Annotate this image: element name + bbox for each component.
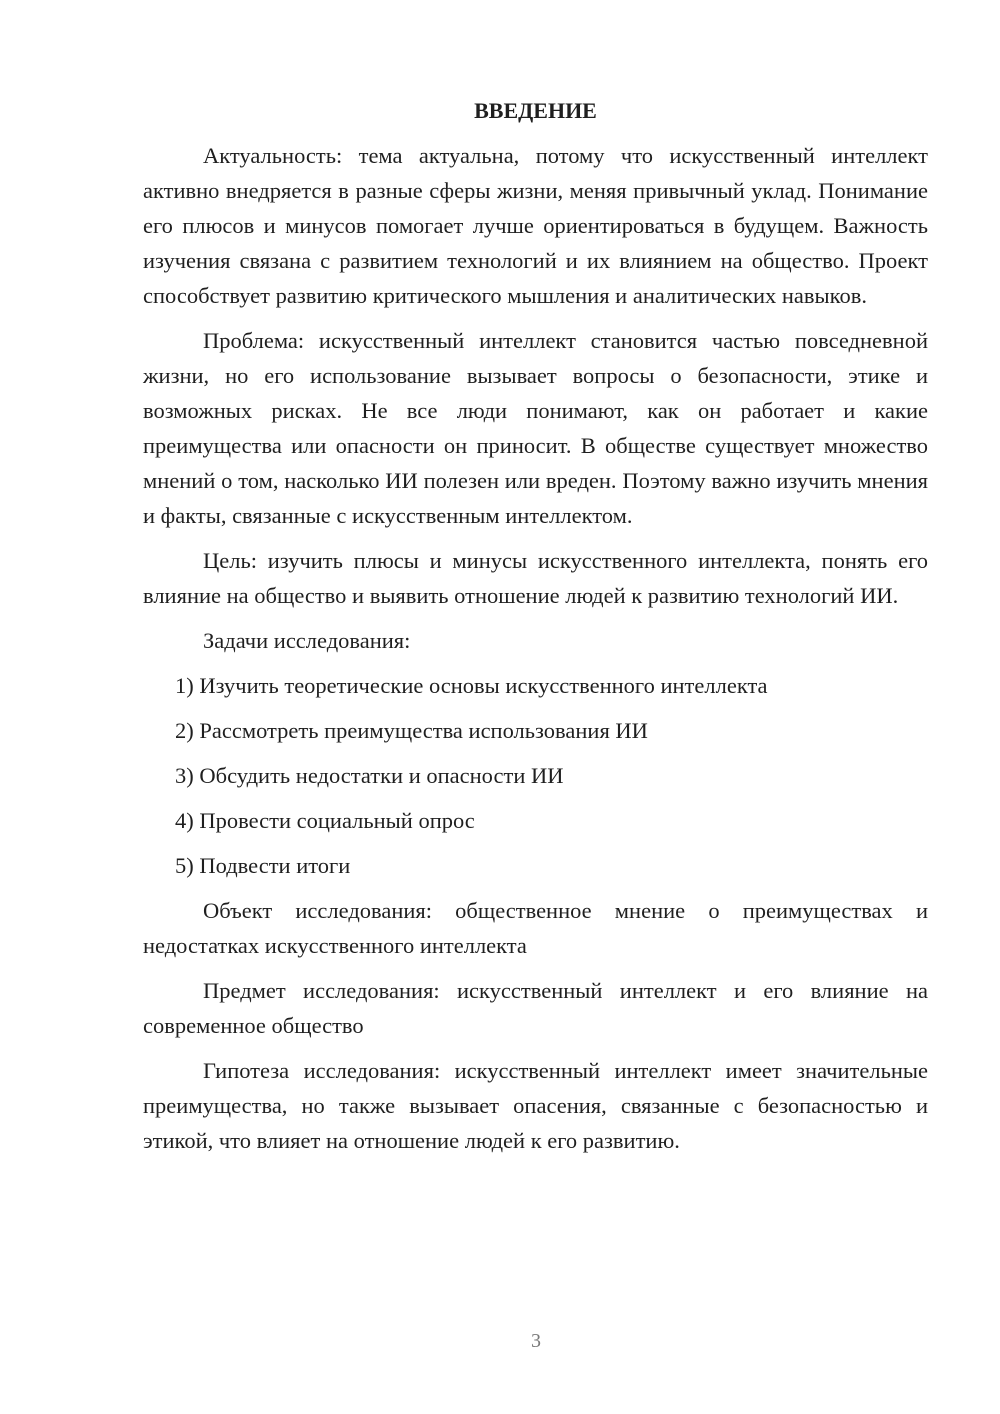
- relevance-paragraph: Актуальность: тема актуальна, потому что искусственный интеллект активно внедряется в разные сферы жизни, меняя привычный уклад. Понимание его плюсов и минусов помогает лучше ориентироваться в будущем. Важность изучения связана с развитием технологий и их влиянием на общество. Проект способствует развитию критического мышления и аналитических навыков.: [143, 143, 928, 308]
- tasks-heading: Задачи исследования:: [203, 628, 411, 653]
- tasks-list: [143, 668, 928, 883]
- task-item: 4) Провести социальный опрос: [175, 808, 475, 833]
- page-number: 3: [531, 1330, 541, 1352]
- task-item: 3) Обсудить недостатки и опасности ИИ: [175, 763, 564, 788]
- task-item: 2) Рассмотреть преимущества использования ИИ: [175, 718, 648, 743]
- goal-paragraph: Цель: изучить плюсы и минусы искусственного интеллекта, понять его влияние на общество и выявить отношение людей к развитию технологий ИИ.: [143, 548, 928, 608]
- page-title: ВВЕДЕНИЕ: [474, 98, 597, 123]
- problem-paragraph: Проблема: искусственный интеллект становится частью повседневной жизни, но его использование вызывает вопросы о безопасности, этике и возможных рисках. Не все люди понимают, как он работает и какие преимущества или опасности он приносит. В обществе существует множество мнений о том, насколько ИИ полезен или вреден. Поэтому важно изучить мнения и факты, связанные с искусственным интеллектом.: [143, 328, 928, 528]
- task-item: 5) Подвести итоги: [175, 853, 351, 878]
- hypothesis-paragraph: Гипотеза исследования: искусственный интеллект имеет значительные преимущества, но также вызывает опасения, связанные с безопасностью и этикой, что влияет на отношение людей к его развитию.: [143, 1058, 928, 1153]
- document-body: [143, 96, 928, 1158]
- task-item: 1) Изучить теоретические основы искусственного интеллекта: [175, 673, 768, 698]
- object-paragraph: Объект исследования: общественное мнение о преимуществах и недостатках искусственного интеллекта: [143, 898, 928, 958]
- subject-paragraph: Предмет исследования: искусственный интеллект и его влияние на современное общество: [143, 978, 928, 1038]
